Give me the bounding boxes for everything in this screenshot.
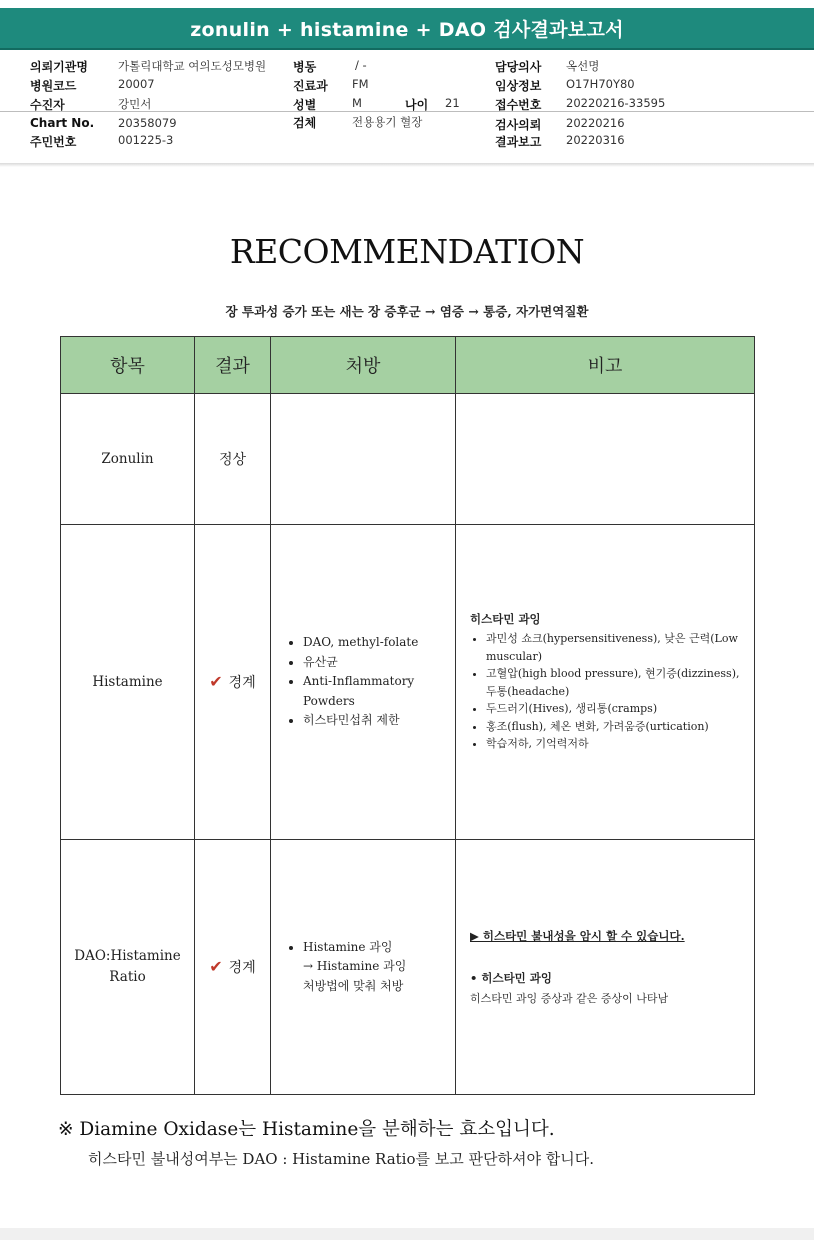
table-row-zonulin xyxy=(61,394,755,525)
column-header-result: 결과 xyxy=(195,337,271,394)
clinical-info-label: 임상정보 xyxy=(495,79,542,93)
patient-label: 수진자 xyxy=(30,98,65,112)
prescription-histamine xyxy=(271,525,456,840)
table-header-row xyxy=(61,337,755,394)
department-label: 진료과 xyxy=(293,79,328,93)
check-mark-icon: ✔ xyxy=(209,957,223,976)
result-histamine-cell xyxy=(195,525,271,840)
patient-info-block xyxy=(0,54,814,166)
recommendation-title: RECOMMENDATION xyxy=(229,232,585,271)
note-text: 히스타민 과잉 증상과 같은 증상이 나타남 xyxy=(470,992,669,1005)
header-shadow xyxy=(0,163,814,167)
hospital-label: 의뢰기관명 xyxy=(30,60,88,74)
hospital-value: 가톨릭대학교 여의도성모병원 xyxy=(118,59,267,73)
chart-no-label: Chart No. xyxy=(30,116,95,130)
result-histamine: 경계 xyxy=(228,675,256,691)
column-header-prescription: 처방 xyxy=(271,337,456,394)
footer-line-2: 히스타민 불내성여부는 DAO : Histamine Ratio를 보고 판단하셔야 합니다. xyxy=(88,1150,594,1168)
sex-label: 성별 xyxy=(293,98,317,112)
hospital-code-value: 20007 xyxy=(118,77,155,91)
table-row-dao-ratio xyxy=(61,840,755,1095)
note-alert: ▶ 히스타민 불내성을 암시 할 수 있습니다. xyxy=(470,929,685,943)
prescription-item: • 히스타민섭취 제한 xyxy=(303,711,455,731)
request-date-value: 20220216 xyxy=(566,116,625,130)
resident-no-label: 주민번호 xyxy=(30,135,77,149)
prescription-zonulin xyxy=(271,394,456,525)
recommendation-table xyxy=(60,336,755,1095)
resident-no-value: 001225-3 xyxy=(118,133,174,147)
chart-no-value: 20358079 xyxy=(118,116,177,130)
item-dao-ratio xyxy=(61,840,195,1095)
note-item: • 학습저하, 기억력저하 xyxy=(486,735,748,753)
column-header-item: 항목 xyxy=(61,337,195,394)
check-mark-icon: ✔ xyxy=(209,672,223,691)
note-heading: • 히스타민 과잉 xyxy=(470,971,553,985)
note-item: • 고혈압(high blood pressure), 현기증(dizziness), 두통(headache) xyxy=(486,665,748,700)
prescription-item: • Anti-Inflammatory Powders xyxy=(303,672,455,711)
prescription-item xyxy=(303,938,455,997)
report-title: zonulin + histamine + DAO 검사결과보고서 xyxy=(190,18,624,41)
hospital-code-label: 병원코드 xyxy=(30,79,77,93)
note-heading: 히스타민 과잉 xyxy=(470,612,541,627)
request-date-label: 검사의뢰 xyxy=(495,118,542,132)
result-dao-ratio: 경계 xyxy=(228,960,256,976)
note-dao-ratio xyxy=(456,840,755,1095)
patient-value: 강민서 xyxy=(118,97,152,111)
recommendation-subtitle: 장 투과성 증가 또는 새는 장 증후군 → 염증 → 통증, 자가면역질환 xyxy=(225,304,589,319)
item-dao-ratio-line2: Ratio xyxy=(109,969,146,985)
column-header-note: 비고 xyxy=(456,337,755,394)
report-date-value: 20220316 xyxy=(566,133,625,147)
prescription-dao-ratio xyxy=(271,840,456,1095)
clinical-info-value: O17H70Y80 xyxy=(566,77,635,91)
receipt-no-value: 20220216-33595 xyxy=(566,96,666,110)
note-zonulin xyxy=(456,394,755,525)
prescription-item: • 유산균 xyxy=(303,653,455,673)
note-histamine xyxy=(456,525,755,840)
result-dao-ratio-cell xyxy=(195,840,271,1095)
report-date-label: 결과보고 xyxy=(495,135,542,149)
note-item: • 홍조(flush), 체온 변화, 가려움증(urtication) xyxy=(486,718,748,736)
note-item: • 두드러기(Hives), 생리통(cramps) xyxy=(486,700,748,718)
department-value: FM xyxy=(352,77,369,91)
ward-label: 병동 xyxy=(293,60,317,74)
info-divider xyxy=(0,111,814,112)
age-value: 21 xyxy=(445,96,460,110)
receipt-no-label: 접수번호 xyxy=(495,98,542,112)
item-zonulin: Zonulin xyxy=(61,394,195,525)
report-header xyxy=(0,8,814,50)
prescription-line: Histamine 과잉 xyxy=(303,939,393,954)
specimen-value: 전용용기 혈장 xyxy=(352,115,423,129)
prescription-line: → Histamine 과잉 xyxy=(303,959,407,974)
item-dao-ratio-line1: DAO:Histamine xyxy=(74,948,181,964)
table-row-histamine xyxy=(61,525,755,840)
sex-value: M xyxy=(352,96,362,110)
bottom-band xyxy=(0,1228,814,1240)
result-zonulin: 정상 xyxy=(195,394,271,525)
prescription-line: 처방법에 맞춰 처방 xyxy=(303,978,404,993)
specimen-label: 검체 xyxy=(293,116,317,130)
note-item: • 과민성 쇼크(hypersensitiveness), 낮은 근력(Low muscular) xyxy=(486,630,748,665)
item-histamine: Histamine xyxy=(61,525,195,840)
prescription-item: • DAO, methyl-folate xyxy=(303,633,455,653)
doctor-label: 담당의사 xyxy=(495,60,542,74)
age-label: 나이 xyxy=(405,98,429,112)
doctor-value: 옥선명 xyxy=(566,59,600,73)
footer-line-1: ※ Diamine Oxidase는 Histamine을 분해하는 효소입니다. xyxy=(58,1119,555,1140)
ward-value: / - xyxy=(355,58,367,72)
